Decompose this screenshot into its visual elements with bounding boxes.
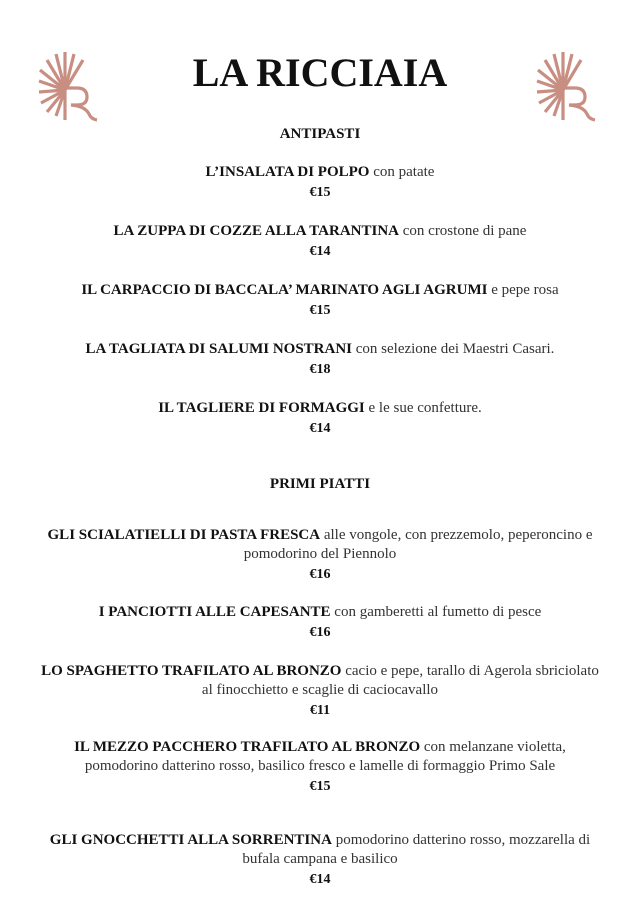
item-name: LO SPAGHETTO TRAFILATO AL BRONZO (41, 663, 342, 679)
item-price: €15 (309, 779, 331, 794)
menu-item (40, 281, 600, 320)
item-description: cacio e pepe, tarallo di Agerola sbriciolato al finocchietto e scaglie di caciocavallo (201, 663, 599, 698)
item-description: con patate (373, 164, 435, 180)
menu-item (40, 399, 600, 438)
item-description: con gamberetti al fumetto di pesce (334, 604, 542, 620)
item-price: €15 (309, 303, 331, 318)
menu-item (40, 340, 600, 379)
menu-item (40, 526, 600, 584)
item-price: €14 (309, 421, 331, 436)
item-name: LA ZUPPA DI COZZE ALLA TARANTINA (113, 223, 399, 239)
item-name: IL TAGLIERE DI FORMAGGI (158, 400, 365, 416)
item-name: GLI SCIALATIELLI DI PASTA FRESCA (47, 527, 321, 543)
menu-item (40, 603, 600, 642)
item-description: con selezione dei Maestri Casari. (355, 341, 555, 357)
menu-item (40, 831, 600, 889)
item-name: GLI GNOCCHETTI ALLA SORRENTINA (49, 832, 332, 848)
item-description: pomodorino datterino rosso, mozzarella di bufala campana e basilico (242, 832, 591, 867)
section-title-antipasti: ANTIPASTI (279, 126, 361, 142)
item-price: €16 (309, 567, 331, 582)
menu-item (40, 163, 600, 202)
item-price: €16 (309, 625, 331, 640)
item-description: e pepe rosa (491, 282, 559, 298)
item-price: €15 (309, 185, 331, 200)
menu-item (40, 662, 600, 720)
restaurant-title: LA RICCIAIA (192, 50, 448, 95)
item-price: €18 (309, 362, 331, 377)
item-description: con melanzane violetta, pomodorino datterino rosso, basilico fresco e lamelle di formaggio Primo Sale (84, 739, 566, 774)
item-description: con crostone di pane (402, 223, 527, 239)
item-price: €14 (309, 872, 331, 887)
item-name: I PANCIOTTI ALLE CAPESANTE (98, 604, 331, 620)
section-title-primi-piatti: PRIMI PIATTI (269, 476, 371, 492)
item-description: e le sue confetture. (368, 400, 482, 416)
sunburst-r-logo-icon (535, 50, 599, 122)
item-name: L’INSALATA DI POLPO (205, 164, 370, 180)
item-name: IL CARPACCIO DI BACCALA’ MARINATO AGLI AGRUMI (81, 282, 488, 298)
menu-item (40, 222, 600, 261)
item-description: alle vongole, con prezzemolo, peperoncino e pomodorino del Piennolo (243, 527, 593, 562)
item-name: IL MEZZO PACCHERO TRAFILATO AL BRONZO (74, 739, 421, 755)
item-price: €11 (309, 703, 331, 718)
menu-item (40, 738, 600, 796)
item-name: LA TAGLIATA DI SALUMI NOSTRANI (85, 341, 352, 357)
item-price: €14 (309, 244, 331, 259)
